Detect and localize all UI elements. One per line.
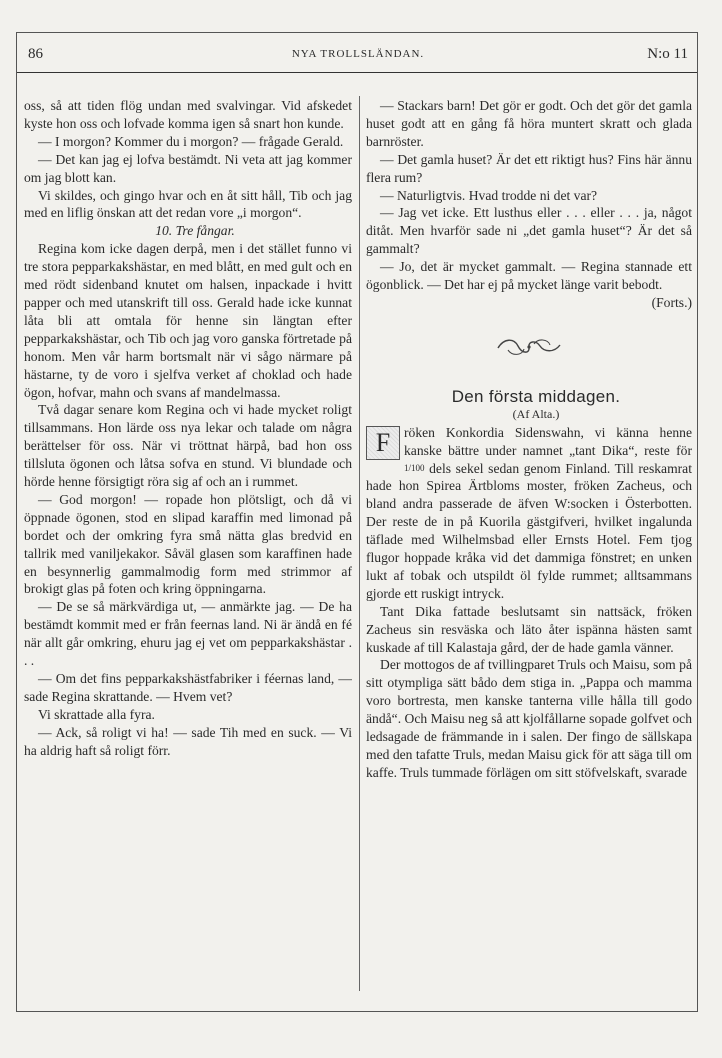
- paragraph: — Jo, det är mycket gammalt. — Regina stannade ett ögonblick. — Det har ej på mycket länge varit bebodt.: [366, 259, 692, 293]
- paragraph: Vi skrattade alla fyra.: [38, 706, 155, 722]
- paragraph: — Naturligtvis. Hvad trodde ni det var?: [380, 187, 598, 203]
- issue-number: N:o 11: [647, 46, 688, 62]
- byline: (Af Alta.): [512, 406, 560, 421]
- right-column: [366, 97, 692, 997]
- story-title: Den första middagen.: [451, 386, 621, 406]
- ornament-divider: [366, 336, 692, 358]
- paragraph: — Det kan jag ej lofva bestämdt. Ni veta att jag kommer om jag blott kan.: [24, 151, 352, 185]
- paragraph: — I morgon? Kommer du i morgon? — frågade Gerald.: [38, 133, 344, 149]
- paragraph: — God morgon! — ropade hon plötsligt, och då vi öppnade ögonen, stod en slipad karaffin med limonad på bordet och der omkring fyra små nätta glas bredvid en tallrik med vaniljekakor. Såväl glasen som karaffinen hade en besynnerlig gammalmodig form med strimmor af brokigt glas på foten och kring öppningarna.: [24, 491, 352, 597]
- paragraph: Tant Dika fattade beslutsamt sin nattsäck, fröken Zacheus sin resväska och läto åter ispänna hästen samt kuskade af till Kalastaja gård, der de hade gamla vänner.: [366, 603, 692, 655]
- paragraph: [366, 424, 692, 603]
- header-rule: [17, 72, 697, 73]
- page-number: 86: [28, 46, 43, 62]
- paragraph: oss, så att tiden flög undan med svalvingar. Vid afskedet kyste hon oss och lofvade komma igen så snart hon kunde.: [24, 98, 352, 131]
- paragraph: — Det gamla huset? Är det ett riktigt hus? Fins här ännu flera rum?: [366, 151, 692, 185]
- page-header: [22, 40, 694, 68]
- paragraph: — Ack, så roligt vi ha! — sade Tih med en suck. — Vi ha aldrig haft så roligt förr.: [24, 724, 352, 758]
- continued-note: (Forts.): [651, 294, 692, 310]
- story-opening: [366, 424, 692, 603]
- paragraph-lead: röken Konkordia Sidenswahn, vi känna henne kanske bättre under namnet „tant Dika“, reste för: [404, 424, 692, 458]
- flourish-ornament-icon: [494, 336, 564, 358]
- paragraph: Der mottogos de af tvillingparet Truls och Maisu, som på sitt otympliga sätt bådo dem stiga in. „Pappa och mamma voro bortresta, men kanske tanterna ville hålla till godo ändå“. Och Maisu neg så att kjolfållarne sopade golfvet och ledsagade de främmande in i salen. Der fingo de sällskapa med den tafatte Truls, medan Maisu gick för att säga till om kaffe. Truls tummade förlägen om sitt stöfvelskaft, svarade: [366, 657, 692, 780]
- paragraph: Regina kom icke dagen derpå, men i det stället funno vi tre stora pepparkakshästar, en med blått, en med gult och en med rödt sidenband knutet om halsen, inpackade i hvitt papper och med utanskrift till oss. Gerald hade icke kunnat låta bli att omtala för henne sin längtan efter pepparkakshästar, och Tib och jag voro ganska förtretade på honom. Men vår harm bortsmalt när vi sågo närmare på hästarne, ty de voro i sjelfva verket af choklad och hade ögon, hofvar, mahn och svans af mandelmassa.: [24, 241, 352, 400]
- paragraph: — Om det fins pepparkakshästfabriker i féernas land, — sade Regina skrattande. — Hvem vet?: [24, 671, 352, 704]
- paragraph: — Jag vet icke. Ett lusthus eller . . . eller . . . ja, något ditåt. Men hvarför sade ni „det gamla huset“? Är det så gammalt?: [366, 205, 692, 257]
- paragraph-rest: dels sekel sedan genom Finland. Till reskamrat hade hon Spirea Ärtbloms moster, fröken Zacheus, och bland andra passerade de äfven W:socken i Österbotten. Der reste de in på Kuorila gästgifveri, hvilket ingalunda täflade med Wilhelmsbad eller Ernsts Hotel. Fem tjog flugor hoppade kråka vid det dammiga fönstret; en unken lukt af tobak och utspildt öl fylde rummet; alltsammans gjorde ett ruskigt intryck.: [366, 460, 692, 601]
- paragraph: Vi skildes, och gingo hvar och en åt sitt håll, Tib och jag med en liflig önskan att det redan vore „i morgon“.: [24, 187, 352, 221]
- journal-title: NYA TROLLSLÄNDAN.: [291, 48, 425, 60]
- paragraph: Två dagar senare kom Regina och vi hade mycket roligt tillsammans. Hon lärde oss nya lekar och talade om några berättelser för oss. När vi tröttnat härpå, bad hon oss tillsluta ögonen och låtsa sofva en stund. Vi blundade och hörde henne försigtigt röra sig af och an i rummet.: [24, 402, 352, 490]
- left-column: [24, 97, 352, 997]
- fraction: 1/100: [404, 462, 425, 473]
- section-heading: 10. Tre fångar.: [155, 223, 235, 239]
- drop-cap: F: [366, 426, 400, 460]
- paragraph: — De se så märkvärdiga ut, — anmärkte jag. — De ha bestämdt kommit med er från feernas land. Ni är ändå en fé när allt går omkring, ehuru jag ej vet om pepparkakshästar . . .: [24, 599, 352, 669]
- column-rule: [359, 96, 360, 991]
- paragraph: — Stackars barn! Det gör er godt. Och det gör det gamla huset godt att en gång få höra muntert skratt och glada barnröster.: [366, 98, 692, 149]
